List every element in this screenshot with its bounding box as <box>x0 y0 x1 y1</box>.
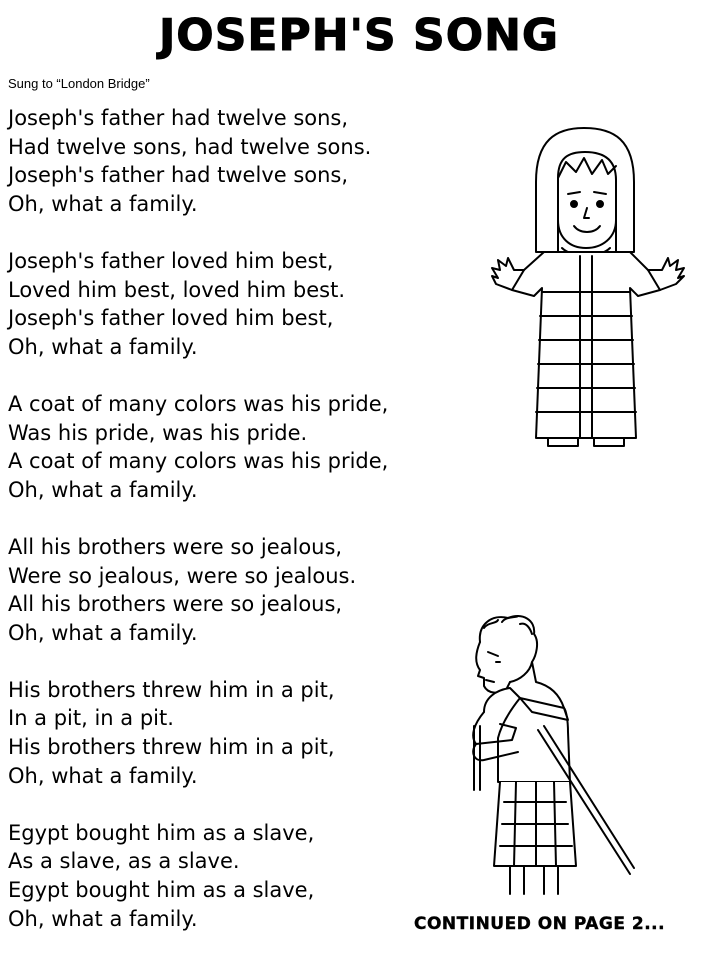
lyric-line: Joseph's father loved him best, <box>8 248 334 273</box>
lyric-line: Joseph's father had twelve sons, <box>8 163 349 188</box>
verse-6 <box>8 819 448 933</box>
lyric-line: Loved him best, loved him best. <box>8 277 345 302</box>
verse-4 <box>8 533 448 647</box>
lyric-line: Oh, what a family. <box>8 620 198 645</box>
lyric-line: All his brothers were so jealous, <box>8 592 343 617</box>
lyric-line: Oh, what a family. <box>8 191 198 216</box>
lyric-line: Oh, what a family. <box>8 763 198 788</box>
lyric-line: Joseph's father loved him best, <box>8 306 334 331</box>
lyric-line: His brothers threw him in a pit, <box>8 735 335 760</box>
page-title: JOSEPH'S SONG <box>158 10 560 61</box>
lyrics <box>8 104 448 962</box>
lyric-line: Egypt bought him as a slave, <box>8 820 315 845</box>
lyric-line: Were so jealous, were so jealous. <box>8 563 357 588</box>
lyric-line: Oh, what a family. <box>8 906 198 931</box>
lyric-line: Was his pride, was his pride. <box>8 420 308 445</box>
verse-3 <box>8 390 448 504</box>
joseph-coat-illustration <box>488 120 688 450</box>
verse-1 <box>8 104 448 218</box>
lyric-line: A coat of many colors was his pride, <box>8 449 389 474</box>
lyric-line: Joseph's father had twelve sons, <box>8 106 349 130</box>
lyric-line: Oh, what a family. <box>8 477 198 502</box>
verse-5 <box>8 676 448 790</box>
verse-2 <box>8 247 448 361</box>
lyric-line: In a pit, in a pit. <box>8 706 174 731</box>
joseph-egypt-illustration <box>440 612 640 912</box>
lyric-line: His brothers threw him in a pit, <box>8 677 335 702</box>
tune-subtitle: Sung to “London Bridge” <box>8 76 150 91</box>
lyric-line: All his brothers were so jealous, <box>8 534 343 559</box>
lyric-line: A coat of many colors was his pride, <box>8 391 389 416</box>
continued-note: CONTINUED ON PAGE 2... <box>414 914 666 934</box>
lyric-line: Oh, what a family. <box>8 334 198 359</box>
lyric-line: As a slave, as a slave. <box>8 849 240 874</box>
lyric-line: Egypt bought him as a slave, <box>8 878 315 903</box>
lyric-line: Had twelve sons, had twelve sons. <box>8 134 372 159</box>
